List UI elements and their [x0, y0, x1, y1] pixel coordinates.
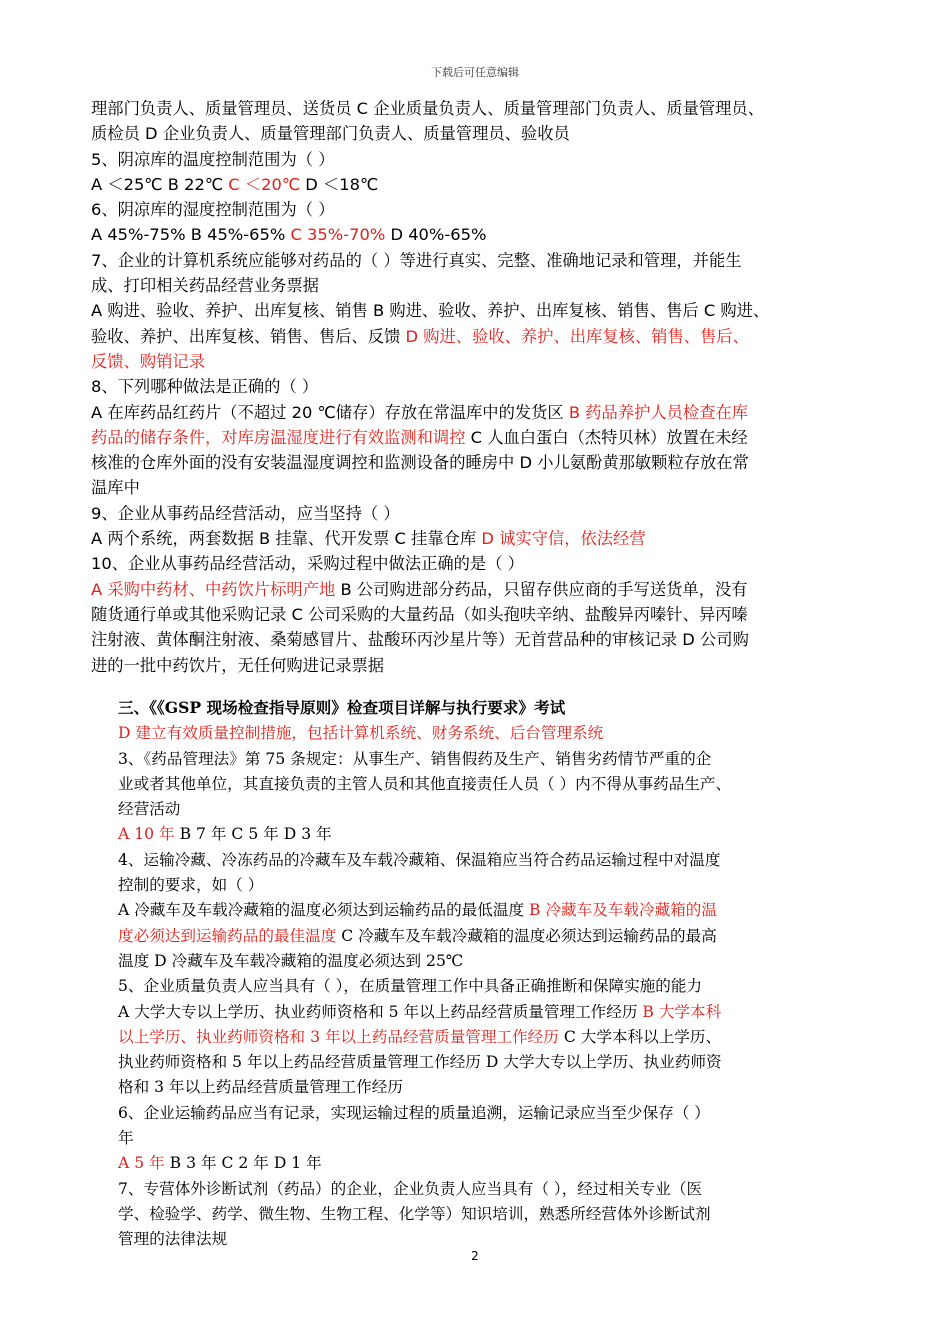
- answer-text: 度必须达到运输药品的最佳温度: [118, 926, 337, 945]
- question-block-1: [91, 96, 871, 678]
- question-text: 控制的要求，如（ ）: [118, 876, 264, 895]
- question-text: A 两个系统，两套数据 B 挂靠、代开发票 C 挂靠仓库: [91, 529, 482, 549]
- text-line: [91, 551, 871, 576]
- answer-text: C 35%-70%: [290, 225, 386, 245]
- text-line: [91, 121, 871, 146]
- question-text: 验收、养护、出库复核、销售、售后、反馈: [91, 326, 406, 346]
- question-text: 执业药师资格和 5 年以上药品经营质量管理工作经历 D 大学大专以上学历、执业药师资: [118, 1053, 722, 1072]
- text-line: [118, 924, 863, 949]
- text-line: [118, 1025, 863, 1050]
- question-text: B 3 年 C 2 年 D 1 年: [164, 1154, 322, 1173]
- question-text: 温度 D 冷藏车及车载冷藏箱的温度必须达到 25℃: [118, 951, 464, 970]
- text-line: [91, 96, 871, 121]
- text-line: [91, 147, 871, 172]
- text-line: [118, 1151, 863, 1176]
- text-line: [118, 747, 863, 772]
- answer-text: D 建立有效质量控制措施，包括计算机系统、财务系统、后台管理系统: [118, 724, 604, 743]
- question-block-2: [118, 695, 863, 1253]
- text-line: [91, 577, 871, 602]
- text-line: [91, 475, 871, 500]
- question-text: A 冷藏车及车载冷藏箱的温度必须达到运输药品的最低温度: [118, 901, 530, 920]
- text-line: [118, 772, 863, 797]
- question-text: C 人血白蛋白（杰特贝林）放置在未经: [465, 427, 748, 447]
- text-line: [118, 1075, 863, 1100]
- text-line: [91, 526, 871, 551]
- question-text: A 45%-75% B 45%-65%: [91, 225, 291, 245]
- answer-text: D 购进、验收、养护、出库复核、销售、售后、: [405, 326, 749, 346]
- answer-text: A 10 年: [118, 825, 175, 844]
- text-line: [91, 172, 871, 197]
- answer-text: D 诚实守信，依法经营: [481, 529, 646, 549]
- text-line: [91, 450, 871, 475]
- question-text: 3、《药品管理法》第 75 条规定：从事生产、销售假药及生产、销售劣药情节严重的企: [118, 749, 712, 768]
- page-number: 2: [471, 1249, 479, 1263]
- question-text: 9、企业从事药品经营活动，应当坚持（ ）: [91, 503, 400, 523]
- question-text: 经营活动: [118, 800, 181, 819]
- question-text: 理部门负责人、质量管理员、送货员 C 企业质量负责人、质量管理部门负责人、质量管理员、: [91, 99, 764, 118]
- question-text: C 冷藏车及车载冷藏箱的温度必须达到运输药品的最高: [336, 926, 717, 945]
- text-line: [118, 1050, 863, 1075]
- text-line: [91, 222, 871, 247]
- question-text: A 购进、验收、养护、出库复核、销售 B 购进、验收、养护、出库复核、销售、售后 C 购进、: [91, 301, 770, 321]
- text-line: [118, 949, 863, 974]
- text-line: [91, 602, 871, 627]
- question-text: D ＜18℃: [300, 174, 379, 194]
- text-line: [91, 298, 871, 323]
- text-line: [91, 400, 871, 425]
- question-text: 业或者其他单位，其直接负责的主管人员和其他直接责任人员（ ）内不得从事药品生产、: [118, 774, 732, 793]
- text-line: [118, 797, 863, 822]
- question-text: 管理的法律法规: [118, 1230, 228, 1249]
- answer-text: B 大学本科: [642, 1002, 722, 1021]
- text-line: [118, 1126, 863, 1151]
- question-text: 进的一批中药饮片，无任何购进记录票据: [91, 655, 385, 675]
- text-line: [91, 273, 871, 298]
- text-line: [118, 721, 863, 746]
- question-text: 格和 3 年以上药品经营质量管理工作经历: [118, 1078, 403, 1097]
- text-line: [91, 425, 871, 450]
- question-text: B 7 年 C 5 年 D 3 年: [174, 825, 332, 844]
- text-line: [118, 822, 863, 847]
- text-line: [91, 501, 871, 526]
- text-line: [118, 974, 863, 999]
- text-line: [91, 653, 871, 678]
- question-text: D 40%-65%: [385, 225, 487, 245]
- text-line: [118, 898, 863, 923]
- text-line: [118, 1101, 863, 1126]
- question-text: 7、专营体外诊断试剂（药品）的企业，企业负责人应当具有（ ），经过相关专业（医: [118, 1179, 703, 1198]
- question-text: C 大学本科以上学历、: [558, 1027, 722, 1046]
- text-line: [118, 848, 863, 873]
- question-text: 4、运输冷藏、冷冻药品的冷藏车及车载冷藏箱、保温箱应当符合药品运输过程中对温度: [118, 850, 721, 869]
- text-line: [91, 349, 871, 374]
- answer-text: B 药品养护人员检查在库: [568, 402, 749, 422]
- answer-text: C ＜20℃: [228, 174, 301, 194]
- answer-text: 以上学历、执业药师资格和 3 年以上药品经营质量管理工作经历: [118, 1027, 559, 1046]
- text-line: [118, 1177, 863, 1202]
- question-text: 随货通行单或其他采购记录 C 公司采购的大量药品（如头孢呋辛纳、盐酸异丙嗪针、异丙嗪: [91, 604, 748, 624]
- page-header: 下载后可任意编辑: [431, 66, 519, 79]
- text-line: [91, 374, 871, 399]
- text-line: [118, 1000, 863, 1025]
- question-text: 6、阴凉库的湿度控制范围为（ ）: [91, 200, 335, 220]
- text-line: [91, 324, 871, 349]
- question-text: 7、企业的计算机系统应能够对药品的（ ）等进行真实、完整、准确地记录和管理，并能生: [91, 250, 742, 270]
- question-text: 学、检验学、药学、微生物、生物工程、化学等）知识培训，熟悉所经营体外诊断试剂: [118, 1204, 711, 1223]
- answer-text: A 5 年: [118, 1154, 165, 1173]
- question-text: A 大学大专以上学历、执业药师资格和 5 年以上药品经营质量管理工作经历: [118, 1002, 643, 1021]
- question-text: 核准的仓库外面的没有安装温湿度调控和监测设备的睡房中 D 小儿氨酚黄那敏颗粒存放在常: [91, 453, 749, 473]
- question-text: 质检员 D 企业负责人、质量管理部门负责人、质量管理员、验收员: [91, 124, 570, 144]
- section-heading: 三、《《GSP 现场检查指导原则》检查项目详解与执行要求》考试: [118, 698, 566, 717]
- text-line: [91, 248, 871, 273]
- answer-text: 药品的储存条件，对库房温湿度进行有效监测和调控: [91, 427, 466, 447]
- question-text: 10、企业从事药品经营活动，采购过程中做法正确的是（ ）: [91, 554, 524, 574]
- answer-text: 反馈、购销记录: [91, 351, 205, 371]
- question-text: A ＜25℃ B 22℃: [91, 174, 229, 194]
- text-line: [91, 627, 871, 652]
- text-line: [118, 1202, 863, 1227]
- text-line: [91, 197, 871, 222]
- question-text: 注射液、黄体酮注射液、桑菊感冒片、盐酸环丙沙星片等）无首营品种的审核记录 D 公司购: [91, 630, 749, 650]
- question-text: 温库中: [91, 478, 140, 498]
- question-text: B 公司购进部分药品，只留存供应商的手写送货单，没有: [335, 579, 748, 599]
- question-text: 8、下列哪种做法是正确的（ ）: [91, 377, 319, 397]
- answer-text: A 采购中药材、中药饮片标明产地: [91, 579, 336, 599]
- text-line: [118, 873, 863, 898]
- question-text: 成、打印相关药品经营业务票据: [91, 276, 319, 296]
- question-text: 年: [118, 1129, 134, 1148]
- question-text: 5、阴凉库的温度控制范围为（ ）: [91, 149, 335, 169]
- answer-text: B 冷藏车及车载冷藏箱的温: [529, 901, 717, 920]
- question-text: A 在库药品红药片（不超过 20 ℃储存）存放在常温库中的发货区: [91, 402, 569, 422]
- text-line: [118, 695, 863, 721]
- question-text: 5、企业质量负责人应当具有（ ），在质量管理工作中具备正确推断和保障实施的能力: [118, 977, 703, 996]
- question-text: 6、企业运输药品应当有记录，实现运输过程的质量追溯，运输记录应当至少保存（ ）: [118, 1103, 710, 1122]
